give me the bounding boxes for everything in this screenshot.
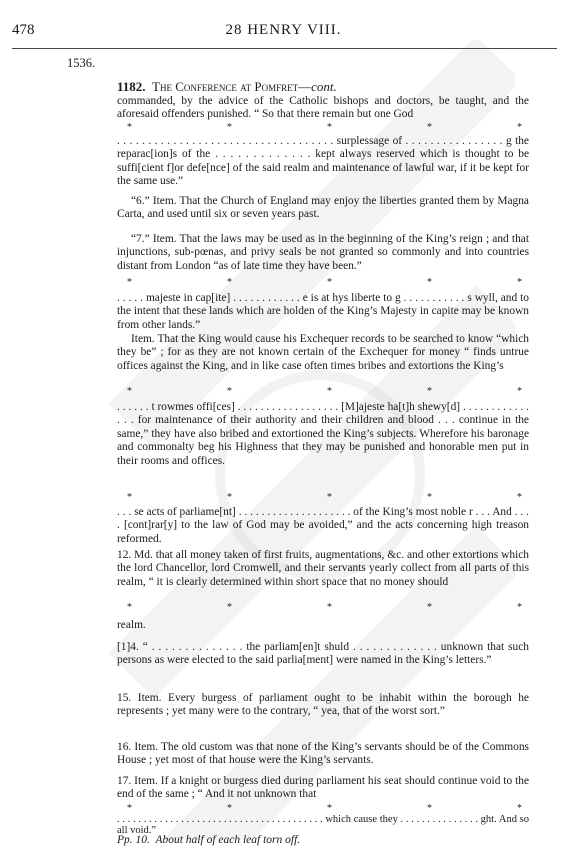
paragraph-15: . . . . . . . . . . . . . . . . . . . . . . . . . . . . . . . . . . . . . . . which cause they . . . . . . . . . . . . . . . ght. And so all void.” <box>117 814 529 836</box>
paragraph-3: “6.” Item. That the Church of England may enjoy the liberties granted them by Magna Carta, and used until six or seven years past. <box>117 195 529 221</box>
paragraph-8: . . . se acts of parliame[nt] . . . . . . . . . . . . . . . . . . . . of the King’s most noble r . . . And . . . . [cont]rar[y] to the law of God may be avoided,” and the acts concerning high treason reformed. <box>117 506 529 545</box>
page-count: Pp. 10. <box>117 834 150 846</box>
paragraph-12: 15. Item. Every burgess of parliament ought to be inhabit within the borough he represents ; yet many were to the contrary, “ yea, that of the worst sort.” <box>117 692 529 718</box>
running-title: 28 HENRY VIII. <box>225 22 342 38</box>
omission-stars: * * * * * <box>127 277 522 288</box>
paragraph-14: 17. Item. If a knight or burgess died during parliament his seat should continue void to the end of the same ; “ And it not unknown that <box>117 775 529 801</box>
omission-stars: * * * * * <box>127 602 522 613</box>
paragraph-1: commanded, by the advice of the Catholic bishops and doctors, be taught, and the aforesaid offenders punished. “ So that there remain but one God <box>117 95 529 121</box>
omission-stars: * * * * * <box>127 386 522 397</box>
omission-stars: * * * * * <box>127 122 522 133</box>
paragraph-7: . . . . . . t rowmes offi[ces] . . . . . . . . . . . . . . . . . . [M]ajeste ha[t]h shewy[d] . . . . . . . . . . . . . . . for maintenance of their authority and their children and blood . . . continue in the same,” they have also bribed and extortioned the King’s subjects. Wherefore his baronage and commonalty beg his Highness that they may be punished and honorable men put in their rooms and offices. <box>117 401 529 467</box>
margin-year: 1536. <box>67 56 96 70</box>
section-heading <box>117 79 337 95</box>
paragraph-9: 12. Md. that all money taken of first fruits, augmentations, &c. and other extortions which the lord Chancellor, lord Cromwell, and their servants yearly collect from all parts of this realm, “ it is clearly determined within short space that no money should <box>117 549 529 588</box>
paragraph-4: “7.” Item. That the laws may be used as in the beginning of the King’s reign ; and that injunctions, sub-pœnas, and privy seals be not granted so commonly and into countries distant from London “as of late time they have been.” <box>117 233 529 272</box>
section-title: The Conference at Pomfret— <box>152 79 312 94</box>
section-cont: cont. <box>311 79 337 94</box>
paragraph-6: Item. That the King would cause his Exchequer records to be searched to know “which they be” ; for as they are not known certain of the Exchequer for money “ finds untrue offices against the King, and in like case often times bribes and extortions the King’s <box>117 333 529 372</box>
paragraph-10: realm. <box>117 619 146 631</box>
paragraph-2: . . . . . . . . . . . . . . . . . . . . . . . . . . . . . . . . . . . surplessage of . . . . . . . . . . . . . . . . g the reparac[ion]s of the . . . . . . . . . . . . . kept always reserved which is thought to be suffi[cient f]or defe[nce] of the said realm and maintenance of lawful war, if it be kept for the same use.” <box>117 135 529 188</box>
section-number: 1182. <box>117 79 146 94</box>
paragraph-11: [1]4. “ . . . . . . . . . . . . . . the parliam[en]t shuld . . . . . . . . . . . . . unknown that such persons as were elected to the said parlia[ment] were named in the King’s letters.” <box>117 641 529 667</box>
paragraph-5: . . . . . majeste in cap[ite] . . . . . . . . . . . . e is at hys liberte to g . . . . . . . . . . . s wyll, and to the intent that these lands which are holden of the King’s Majesty in capite may be known from other lands.” <box>117 292 529 331</box>
condition-note: About half of each leaf torn off. <box>155 834 301 846</box>
page-number: 478 <box>12 22 35 38</box>
omission-stars: * * * * * <box>127 803 522 814</box>
header-rule <box>12 48 557 49</box>
omission-stars: * * * * * <box>127 492 522 503</box>
footnote <box>117 834 300 846</box>
running-header <box>0 22 567 46</box>
paragraph-13: 16. Item. The old custom was that none of the King’s servants should be of the Commons House ; yet most of that house were the King’s servants. <box>117 741 529 767</box>
